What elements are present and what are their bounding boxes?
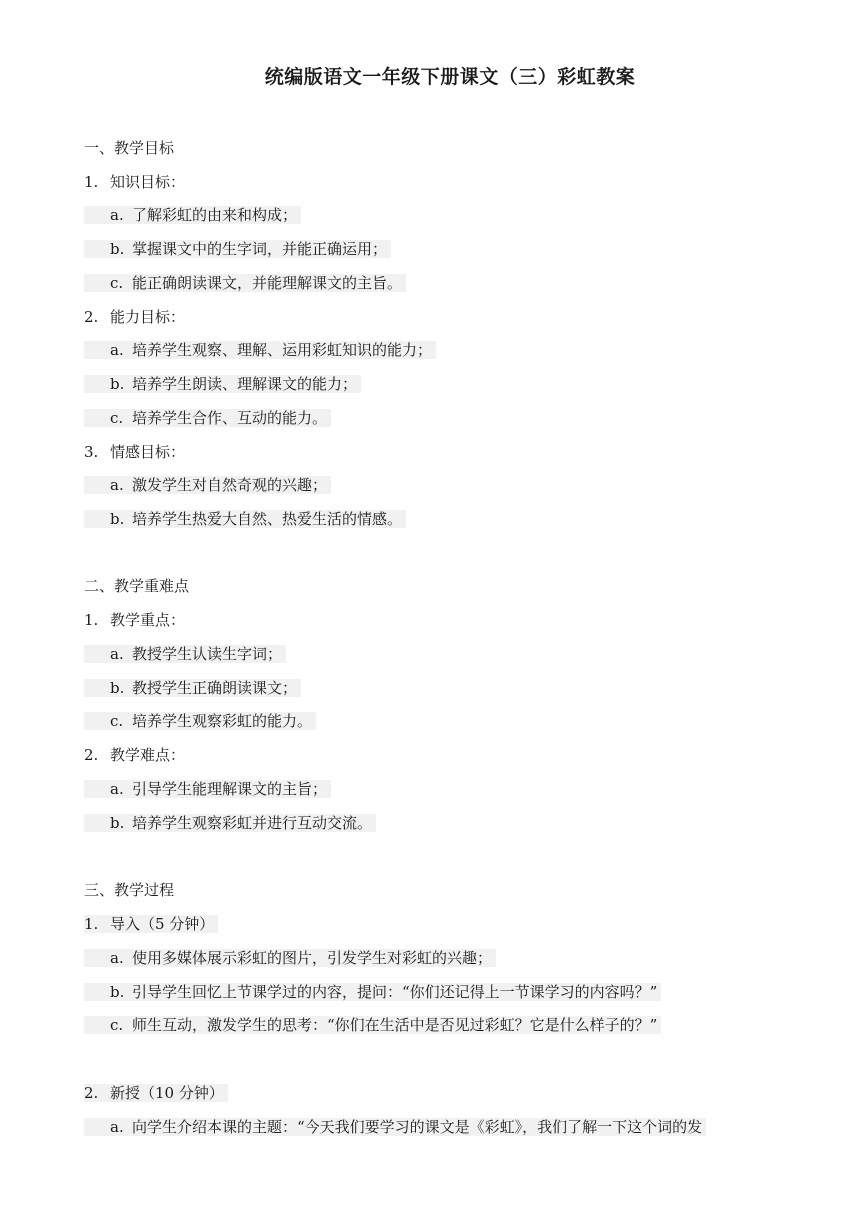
list-item	[84, 238, 391, 260]
subsection-label: 知识目标：	[110, 173, 186, 191]
list-number: 2.	[84, 308, 99, 326]
list-item-text: 培养学生合作、互动的能力。	[132, 409, 328, 427]
subsection-label: 情感目标：	[110, 443, 186, 461]
list-number: 1.	[84, 915, 99, 933]
list-marker: a.	[110, 949, 124, 967]
list-item	[84, 643, 286, 665]
list-item-text: 向学生介绍本课的主题：“今天我们要学习的课文是《彩虹》，我们了解一下这个词的发	[132, 1118, 703, 1136]
list-item	[84, 981, 661, 1003]
list-item	[84, 947, 496, 969]
subsection-ability	[84, 306, 185, 328]
list-item-text: 教授学生正确朗读课文；	[132, 679, 298, 697]
list-marker: a.	[110, 1118, 124, 1136]
list-marker: b.	[110, 375, 125, 393]
list-item	[84, 474, 331, 496]
subsection-label: 导入（5 分钟）	[110, 915, 215, 933]
list-marker: c.	[110, 1016, 124, 1034]
list-item	[84, 373, 361, 395]
list-item-text: 使用多媒体展示彩虹的图片，引发学生对彩虹的兴趣；	[132, 949, 493, 967]
list-item-text: 培养学生观察彩虹并进行互动交流。	[132, 814, 373, 832]
list-number: 2.	[84, 746, 99, 764]
list-item-text: 师生互动，激发学生的思考：“你们在生活中是否见过彩虹？它是什么样子的？”	[132, 1016, 658, 1034]
list-item-text: 培养学生观察彩虹的能力。	[132, 712, 313, 730]
list-item	[84, 407, 331, 429]
list-item	[84, 204, 301, 226]
list-item-text: 引导学生回忆上节课学过的内容，提问：“你们还记得上一节课学习的内容吗？”	[132, 983, 658, 1001]
subsection-key-points	[84, 609, 185, 631]
list-item	[84, 339, 436, 361]
list-marker: b.	[110, 240, 125, 258]
subsection-label: 新授（10 分钟）	[110, 1084, 224, 1102]
list-marker: a.	[110, 341, 124, 359]
subsection-new-lesson	[84, 1082, 228, 1104]
subsection-emotion	[84, 441, 185, 463]
list-item	[84, 272, 406, 294]
list-marker: c.	[110, 712, 124, 730]
list-item-text: 掌握课文中的生字词，并能正确运用；	[132, 240, 388, 258]
list-item-text: 激发学生对自然奇观的兴趣；	[132, 476, 328, 494]
list-item-text: 培养学生观察、理解、运用彩虹知识的能力；	[132, 341, 433, 359]
list-marker: b.	[110, 510, 125, 528]
list-number: 2.	[84, 1084, 99, 1102]
list-item-text: 能正确朗读课文，并能理解课文的主旨。	[132, 274, 403, 292]
list-marker: a.	[110, 206, 124, 224]
list-marker: c.	[110, 409, 124, 427]
list-marker: a.	[110, 780, 124, 798]
section-heading-objectives: 一、教学目标	[84, 139, 175, 157]
list-marker: a.	[110, 645, 124, 663]
list-number: 3.	[84, 443, 99, 461]
list-item-text: 培养学生热爱大自然、热爱生活的情感。	[132, 510, 403, 528]
section-heading-key-points: 二、教学重难点	[84, 577, 190, 595]
list-item-text: 引导学生能理解课文的主旨；	[132, 780, 328, 798]
list-item-text: 培养学生朗读、理解课文的能力；	[132, 375, 358, 393]
list-marker: a.	[110, 476, 124, 494]
list-marker: b.	[110, 983, 125, 1001]
subsection-label: 能力目标：	[110, 308, 186, 326]
subsection-label: 教学难点：	[110, 746, 186, 764]
list-item	[84, 1014, 661, 1036]
list-marker: b.	[110, 814, 125, 832]
list-number: 1.	[84, 611, 99, 629]
list-item	[84, 710, 316, 732]
list-item	[84, 812, 376, 834]
list-item-text: 教授学生认读生字词；	[132, 645, 283, 663]
list-item-text: 了解彩虹的由来和构成；	[132, 206, 298, 224]
list-item	[84, 677, 301, 699]
section-heading-process: 三、教学过程	[84, 881, 175, 899]
subsection-intro	[84, 913, 218, 935]
subsection-label: 教学重点：	[110, 611, 186, 629]
list-marker: b.	[110, 679, 125, 697]
list-item	[84, 778, 331, 800]
document-title: 统编版语文一年级下册课文（三）彩虹教案	[264, 66, 636, 88]
list-item	[84, 1116, 706, 1138]
subsection-knowledge	[84, 171, 185, 193]
list-number: 1.	[84, 173, 99, 191]
list-marker: c.	[110, 274, 124, 292]
list-item	[84, 508, 406, 530]
subsection-difficulties	[84, 744, 185, 766]
